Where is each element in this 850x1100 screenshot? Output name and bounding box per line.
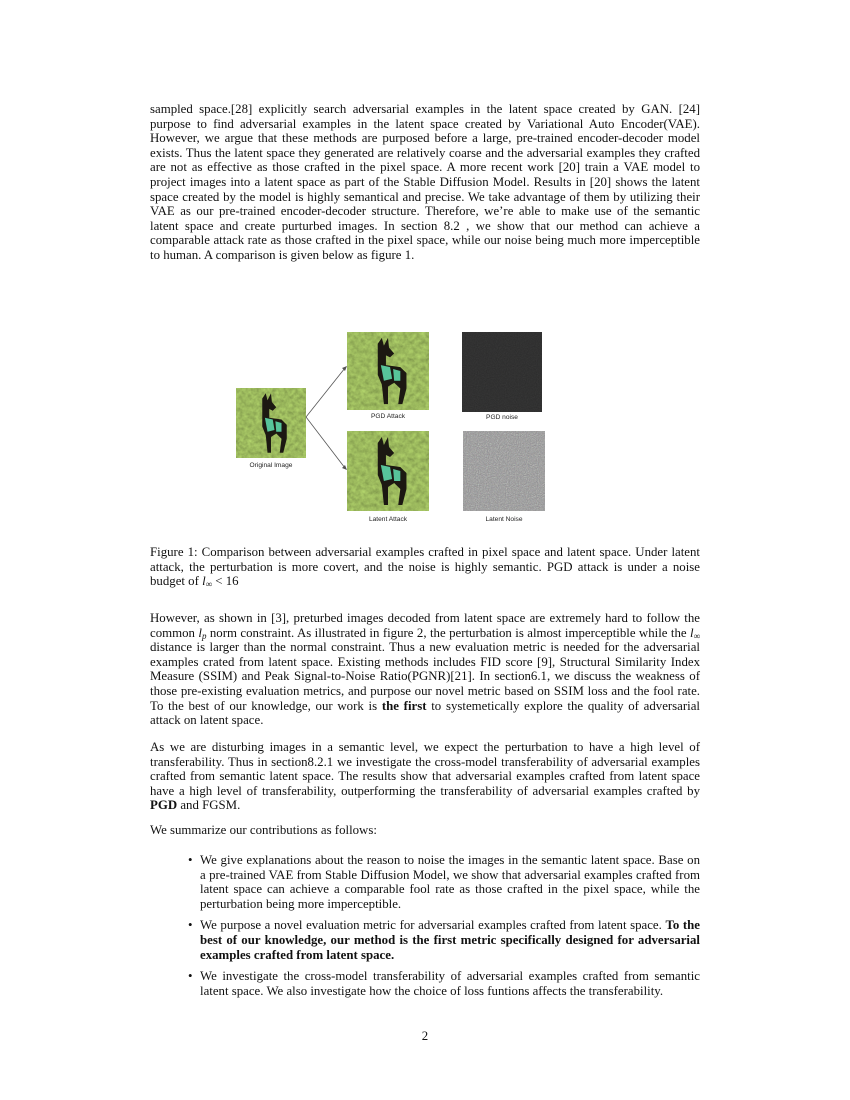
intro-section (150, 102, 700, 263)
latent-attack-image (347, 431, 429, 511)
intro-paragraph: sampled space.[28] explicitly search adversarial examples in the latent space created by GAN. [24] purpose to find adversarial examples in the latent space created by Variational Auto Encoder(VAE). However, we argue that these methods are purposed before a large, pre-trained encoder-decoder model exists. Thus the latent space they generated are relatively coarse and the adversarial examples they crafted are not as effective as those crafted in the pixel space. A more recent work [20] train a VAE model to project images into a latent space as part of the Stable Diffusion Model. Results in [20] shows the latent space created by the model is highly semantical and precise. We take advantage of them by utilizing their VAE as our pre-trained encoder-decoder structure. Therefore, we’re able to make use of the semantic latent space and create purturbed images. In section 8.2 , we show that our method can achieve a comparable attack rate as those crafted in the pixel space, while our noise being much more imperceptible to human. A comparison is given below as figure 1. (150, 102, 700, 262)
figure-1 (220, 325, 580, 535)
para2-text-d: to systemetically explore the quality of adversarial attack on latent space. (150, 698, 700, 728)
list-item (188, 918, 700, 962)
para3-bold-pgd: PGD (150, 798, 178, 813)
latent-noise-image (463, 431, 545, 511)
caption-math-sub: ∞ (205, 579, 213, 590)
list-item (188, 969, 700, 998)
math-lp-sub: p (201, 630, 207, 641)
label-latent-noise: Latent Noise (485, 516, 523, 523)
label-latent-attack: Latent Attack (368, 516, 408, 523)
pgd-attack-image (347, 332, 429, 410)
label-pgd-attack: PGD Attack (370, 413, 406, 420)
para2-text-b: norm constraint. As illustrated in figure 2, the perturbation is almost imperceptible while the (206, 625, 690, 640)
original-image (236, 388, 306, 458)
bullet-icon: • (188, 853, 193, 867)
latent-noise-texture (463, 431, 545, 511)
label-pgd-noise: PGD noise (486, 414, 518, 421)
paragraph-3 (150, 740, 700, 813)
para2-bold-first: the first (381, 698, 427, 713)
math-linf-sub: ∞ (693, 630, 700, 641)
bullet-icon: • (188, 918, 193, 933)
figure-caption (150, 545, 700, 589)
contribution-bold: To the best of our knowledge, our method is the first metric specifically designed for adversarial examples crafted from latent space. (200, 918, 700, 962)
contribution-text: We purpose a novel evaluation metric for adversarial examples crafted from latent space. (200, 918, 666, 933)
pgd-noise-texture (462, 332, 542, 412)
caption-math-l: l (202, 574, 206, 589)
contribution-text: We investigate the cross-model transferability of adversarial examples crafted from semantic latent space. We also investigate how the choice of loss funtions affects the transferability. (200, 969, 700, 998)
caption-math-rest: < 16 (212, 574, 239, 589)
summary-intro-text: We summarize our contributions as follows: (150, 823, 377, 837)
paragraph-2 (150, 611, 700, 728)
arrow-to-latent (306, 417, 345, 468)
para3-text-a: As we are disturbing images in a semantic level, we expect the perturbation to have a high level of transferability. Thus in section8.2.1 we investigate the cross-model transferability of adversarial examples crafted from semantic latent space. The results show that adversarial examples crafted from latent space have a high level of transferability, outperforming the transferability of adversarial examples crafted by (150, 740, 700, 798)
list-item (188, 853, 700, 911)
dog-photo-latent (347, 431, 429, 511)
summary-intro (150, 823, 700, 838)
para2-text-c: distance is larger than the normal constraint. Thus a new evaluation metric is needed for the adversarial examples crated from latent space. Existing methods includes FID score [9], Structural Similarity Index Measure (SSIM) and Peak Signal-to-Noise Ratio(PGNR)[21]. In section6.1, we discuss the weakness of those pre-existing evaluation metrics, and purpose our novel metric based on SSIM loss and the fool rate. To the best of our knowledge, our work is (150, 640, 700, 713)
contribution-text: We give explanations about the reason to noise the images in the semantic latent space. Base on a pre-trained VAE from Stable Diffusion Model, we show that adversarial examples crafted from latent space can achieve a comparable fool rate as those crafted in the pixel space, while the perturbation being more imperceptible. (200, 853, 700, 911)
caption-text: Figure 1: Comparison between adversarial examples crafted in pixel space and latent space. Under latent attack, the perturbation is more covert, and the noise is highly semantic. PGD attack is under a noise budget of (150, 545, 700, 589)
contributions-list (188, 853, 700, 1005)
dog-photo-original (236, 388, 306, 458)
page-number: 2 (421, 1029, 429, 1043)
bullet-icon: • (188, 969, 193, 984)
pgd-noise-image (462, 332, 542, 412)
math-linf: l (690, 625, 694, 640)
label-original-image: Original Image (249, 462, 293, 469)
para2-text-a: However, as shown in [3], preturbed images decoded from latent space are extremely hard to follow the common (150, 611, 700, 640)
arrows (306, 365, 348, 475)
dog-photo-pgd (347, 332, 429, 410)
para3-text-b: and FGSM. (177, 798, 241, 813)
arrow-to-pgd (306, 368, 345, 417)
math-lp: l (198, 625, 202, 640)
